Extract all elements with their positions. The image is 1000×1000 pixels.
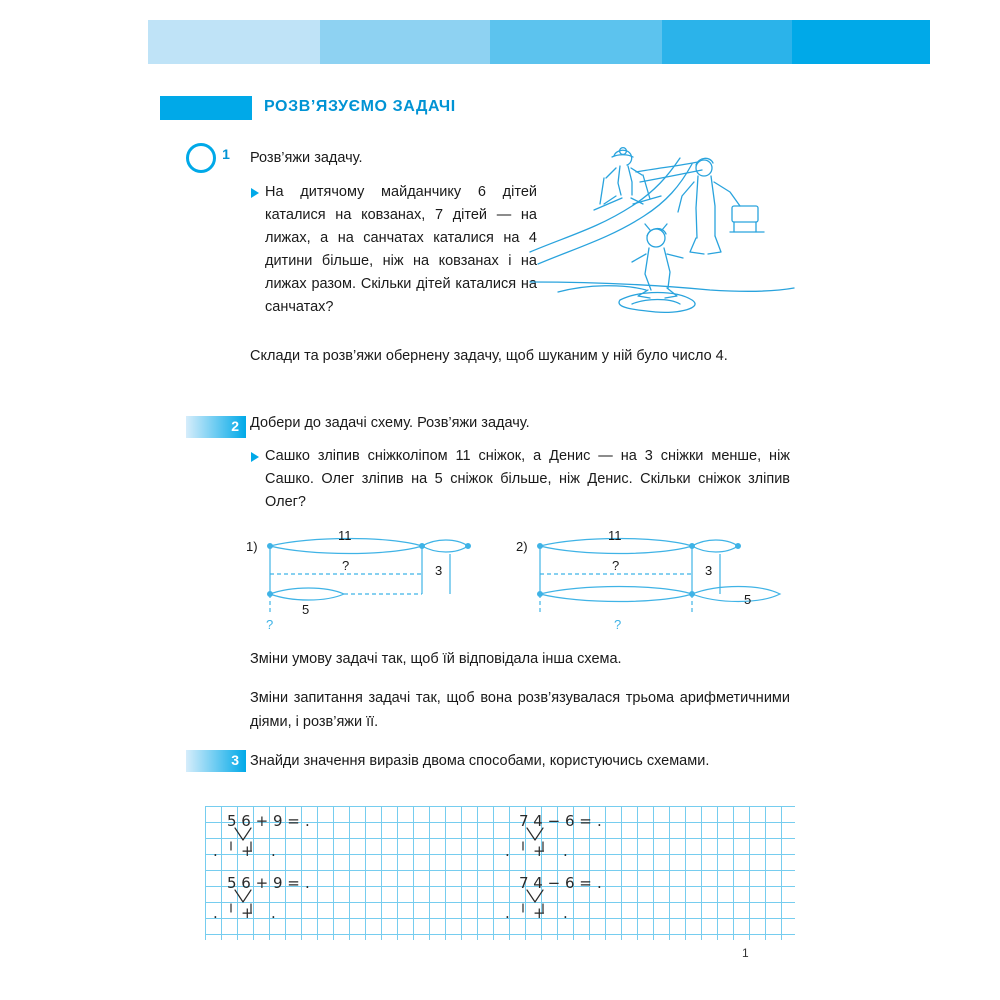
- exercise-2-problem: Сашко зліпив сніжколіпом 11 сніжок, а Денис — на 3 сніжки менше, ніж Сашко. Олег зліпив на 5 сніжок більше, ніж Денис. Скільки сніжок зліпив Олег?: [265, 448, 790, 510]
- scheme-2-middle: ?: [612, 558, 620, 573]
- expression-1-left: .: [213, 842, 218, 860]
- expression-1: 5 6 + 9 =: [227, 812, 300, 830]
- scheme-2-lower: 5: [744, 592, 752, 607]
- section-heading-chip: [160, 96, 252, 120]
- section-heading-row: [160, 96, 860, 122]
- page-number: 1: [742, 946, 749, 960]
- triangle-bullet-icon: [251, 188, 259, 198]
- page-left-margin: [0, 0, 148, 1000]
- scheme-1-bottom: ?: [266, 617, 274, 632]
- scheme-2-top: 11: [608, 530, 622, 543]
- scheme-1-top: 11: [338, 530, 352, 543]
- exercise-3-number: 3: [231, 752, 239, 768]
- exercise-1-followup: Склади та розв’яжи обернену задачу, щоб шуканим у ній було число 4.: [250, 348, 728, 364]
- top-bar-2: [320, 20, 490, 64]
- exercise-1-circle: [186, 143, 216, 173]
- exercise-3-title: Знайди значення виразів двома способами, користуючись схемами.: [250, 753, 710, 769]
- expression-3-dot: .: [305, 874, 310, 892]
- expression-4-op: +: [533, 904, 546, 922]
- triangle-bullet-icon: [251, 452, 259, 462]
- expression-4-dot: .: [597, 874, 602, 892]
- expression-4-right: .: [563, 904, 568, 922]
- expression-3-op: +: [241, 904, 254, 922]
- expression-3: 5 6 + 9 =: [227, 874, 300, 892]
- exercise-3-tab: [186, 750, 246, 772]
- scheme-2-right: 3: [705, 563, 713, 578]
- expression-1-op: +: [241, 842, 254, 860]
- exercise-1-title: Розв’яжи задачу.: [250, 150, 363, 166]
- top-bar-5: [792, 20, 930, 64]
- top-color-bars: [148, 20, 930, 64]
- exercise-2-followup-1: Зміни умову задачі так, щоб їй відповідала інша схема.: [250, 651, 622, 667]
- top-bar-4: [662, 20, 792, 64]
- exercise-2-schemes: [240, 530, 800, 635]
- expression-2-right: .: [563, 842, 568, 860]
- exercise-2-title: Добери до задачі схему. Розв’яжи задачу.: [250, 415, 530, 431]
- expression-2-left: .: [505, 842, 510, 860]
- scheme-1-right: 3: [435, 563, 443, 578]
- top-bar-1: [148, 20, 320, 64]
- exercise-1-problem: На дитячому майданчику 6 дітей каталися на ковзанах, 7 дітей — на лижах, а на санчатах каталися на 4 дитини більше, ніж на ковзанах і на лижах разом. Скільки дітей каталися на санчатах?: [265, 184, 537, 315]
- exercise-2-followup-2: Зміни запитання задачі так, щоб вона розв’язувалася трьома арифметичними діями, і розв’яжи її.: [250, 690, 790, 730]
- expression-3-left: .: [213, 904, 218, 922]
- expression-4-left: .: [505, 904, 510, 922]
- expression-2: 7 4 − 6 =: [519, 812, 592, 830]
- exercise-1-number: 1: [222, 146, 230, 162]
- expression-4: 7 4 − 6 =: [519, 874, 592, 892]
- expression-1-right: .: [271, 842, 276, 860]
- scheme-2-label: 2): [516, 539, 528, 554]
- exercise-2-number: 2: [231, 418, 239, 434]
- expression-2-op: +: [533, 842, 546, 860]
- scheme-1-middle: ?: [342, 558, 350, 573]
- exercise-3-grid-content[interactable]: [205, 806, 795, 940]
- scheme-1-label: 1): [246, 539, 258, 554]
- scheme-1-lower: 5: [302, 602, 310, 617]
- expression-1-dot: .: [305, 812, 310, 830]
- scheme-2-bottom: ?: [614, 617, 622, 632]
- top-bar-3: [490, 20, 662, 64]
- winter-sports-illustration: [528, 132, 796, 324]
- exercise-2-tab: [186, 416, 246, 438]
- expression-3-right: .: [271, 904, 276, 922]
- section-heading-text: РОЗВ’ЯЗУЄМО ЗАДАЧІ: [264, 98, 456, 115]
- expression-2-dot: .: [597, 812, 602, 830]
